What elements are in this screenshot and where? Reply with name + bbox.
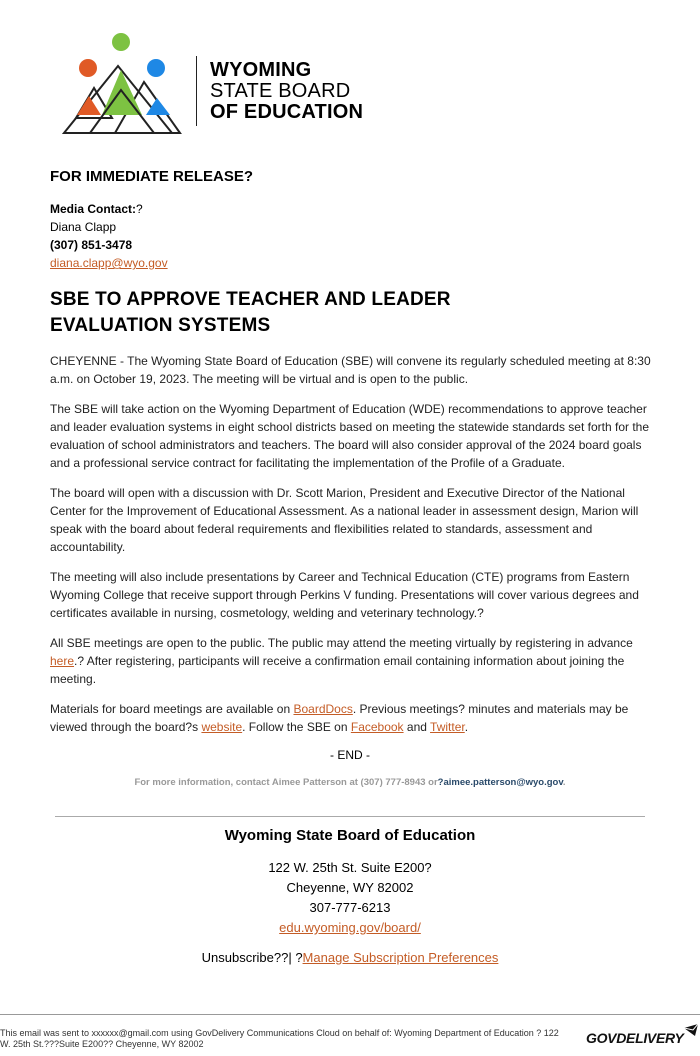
logo-divider	[196, 56, 197, 126]
more-info-email[interactable]: ?aimee.patterson@wyo.gov	[437, 777, 563, 788]
contact-label: Media Contact:	[50, 202, 137, 216]
org-website-link[interactable]: edu.wyoming.gov/board/	[279, 920, 421, 935]
media-contact	[50, 200, 168, 272]
contact-label-suffix: ?	[136, 202, 143, 216]
p6-text-c: . Follow the SBE on	[242, 720, 351, 734]
facebook-link[interactable]: Facebook	[350, 720, 404, 734]
contact-name: Diana Clapp	[50, 220, 117, 234]
paragraph-5	[50, 634, 652, 688]
p6-text-d: and	[403, 720, 431, 734]
footer-divider	[55, 816, 645, 817]
website-link[interactable]: website	[201, 720, 243, 734]
paragraph-3: The board will open with a discussion with Dr. Scott Marion, President and Executive Director of the National Center for the Improvement of Educational Assessment. As a national leader in assessment design, Marion will speak with the board about federal requirements and flexibilities related to standards, assessment and accountability.	[50, 486, 639, 554]
paragraph-2: The SBE will take action on the Wyoming Department of Education (WDE) recommendations to approve teacher and leader evaluation systems in eight school districts based on meeting the statewide standards set forth for the evaluation of school administrators and teachers. The board will also consider approval of the 2024 board goals and a professional service contract for facilitating the implementation of the Profile of a Graduate.	[50, 402, 650, 470]
contact-phone: (307) 851-3478	[50, 238, 133, 252]
org-phone: 307-777-6213	[309, 900, 391, 915]
paragraph-6	[50, 700, 652, 736]
govdelivery-logo: GOVDELIVERY	[586, 1030, 684, 1046]
unsubscribe-text[interactable]: Unsubscribe??| ?	[201, 950, 303, 965]
paragraph-4: The meeting will also include presentations by Career and Technical Education (CTE) programs from Eastern Wyoming College that receive support through Perkins V funding. Presentations will cover various degrees and certificates available in nursing, cosmetology, welding and veterinary technology.?	[50, 570, 639, 620]
logo-wordmark	[210, 60, 363, 123]
logo-line-2: STATE BOARD	[210, 80, 351, 102]
paragraph-1: CHEYENNE - The Wyoming State Board of Education (SBE) will convene its regularly scheduled meeting at 8:30 a.m. on October 19, 2023. The meeting will be virtual and is open to the public.	[50, 354, 651, 386]
logo-mountains-icon	[60, 30, 200, 140]
p6-text-b: . Previous meetings? minutes and materials may be viewed through the board?s	[50, 702, 629, 734]
release-heading: FOR IMMEDIATE RELEASE?	[50, 168, 254, 185]
logo-line-1: WYOMING	[210, 59, 312, 81]
org-name: Wyoming State Board of Education	[224, 827, 476, 844]
org-address-line-2: Cheyenne, WY 82002	[286, 880, 414, 895]
envelope-icon	[684, 1024, 698, 1036]
boarddocs-link[interactable]: BoardDocs	[293, 702, 353, 716]
more-info-line	[0, 777, 700, 788]
end-marker: - END -	[330, 748, 370, 762]
logo-line-3: OF EDUCATION	[210, 101, 364, 123]
org-address-line-1: 122 W. 25th St. Suite E200?	[268, 860, 432, 875]
contact-email-link[interactable]: diana.clapp@wyo.gov	[50, 256, 168, 270]
manage-preferences-link[interactable]: Manage Subscription Preferences	[302, 950, 499, 965]
contact-label-row	[50, 200, 168, 218]
wyoming-sbe-logo	[60, 30, 380, 140]
twitter-link[interactable]: Twitter	[430, 720, 465, 734]
more-info-suffix: .	[562, 777, 566, 788]
footer-disclaimer: This email was sent to xxxxxx@gmail.com using GovDelivery Communications Cloud on behalf of: Wyoming Department of Education ? 122 W. 25th St.???Suite E200?? Cheyenne, WY 82002	[0, 1028, 559, 1049]
footer-line	[0, 1014, 700, 1015]
org-address-block	[0, 858, 700, 938]
more-info-text: For more information, contact Aimee Patterson at (307) 777-8943 or	[134, 777, 438, 788]
p6-text-e: .	[464, 720, 469, 734]
headline: SBE TO APPROVE TEACHER AND LEADER EVALUATION SYSTEMS	[50, 289, 451, 336]
p5-text-b: .? After registering, participants will receive a confirmation email containing information about joining the meeting.	[50, 654, 625, 686]
unsubscribe-row	[0, 950, 700, 965]
p5-text-a: All SBE meetings are open to the public. The public may attend the meeting virtually by registering in advance	[50, 636, 633, 650]
p6-text-a: Materials for board meetings are available on	[50, 702, 294, 716]
register-here-link[interactable]: here	[50, 654, 75, 668]
